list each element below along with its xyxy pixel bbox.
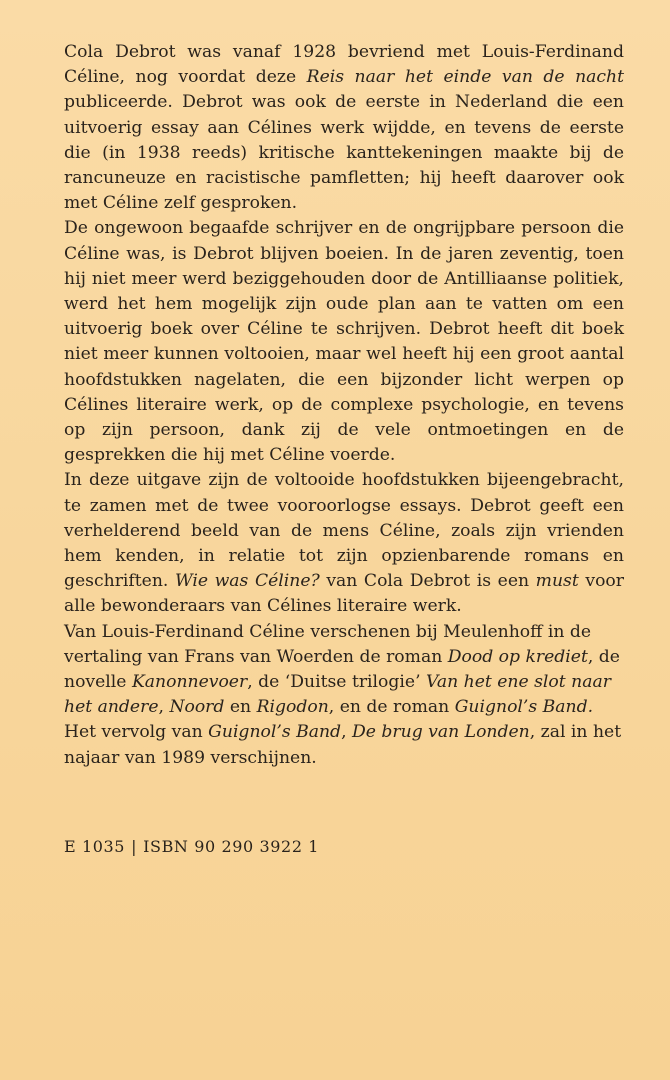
text-run: , de novelle <box>64 646 620 693</box>
text-run: Het vervolg van <box>64 722 209 743</box>
emphasis-must: must <box>535 571 579 592</box>
title-kanonnevoer: Kanonnevoer <box>131 672 248 693</box>
title-guignols-band: Guignol’s Band <box>208 722 342 743</box>
text-run: Cola Debrot was vanaf 1928 bevriend met Louis-Ferdinand Céline, nog voordat deze <box>64 42 624 88</box>
title-rigodon: Rigodon <box>256 697 329 718</box>
text-run: , <box>341 722 352 743</box>
title-van-het-ene-slot: Van het ene slot naar het andere <box>64 672 611 718</box>
title-wie-was-celine: Wie was Céline? <box>174 571 320 592</box>
catalog-code: E 1035 <box>64 837 126 856</box>
text-run: van Cola Debrot is een <box>319 571 536 592</box>
title-guignols-band: Guignol’s Band. <box>454 697 594 718</box>
text-run: voor alle bewonderaars van Célines literaire werk. <box>64 571 624 617</box>
isbn-number: ISBN 90 290 3922 1 <box>143 837 320 856</box>
text-run: , zal in het najaar van 1989 verschijnen. <box>64 722 622 768</box>
text-run: , <box>158 697 170 718</box>
isbn-line <box>64 837 319 856</box>
text-run: Van Louis-Ferdinand Céline verschenen bij Meulenhoff in de vertaling van Frans van Woerden de roman <box>64 621 592 667</box>
title-dood-op-krediet: Dood op krediet <box>447 646 588 667</box>
blurb-paragraph-4 <box>64 620 624 771</box>
text-run: , de ‘Duitse trilogie’ <box>247 672 427 693</box>
text-run: publiceerde. Debrot was ook de eerste in Nederland die een uitvoerig essay aan Célines werk wijdde, en tevens de eerste die (in 1938 reeds) kritische kanttekeningen maakte bij de rancuneuze en racistische pamfletten; hij heeft daarover ook met Céline zelf gesproken. <box>64 92 624 214</box>
blurb-text <box>64 40 624 771</box>
text-run: , en de roman <box>328 697 455 718</box>
title-noord: Noord <box>169 697 225 718</box>
text-run: In deze uitgave zijn de voltooide hoofdstukken bijeengebracht, te zamen met de twee vooroorlogse essays. Debrot geeft een verhelderend beeld van de mens Céline, zoals zijn vrienden hem kenden, in relatie tot zijn opzienbarende romans en geschriften. <box>64 470 624 592</box>
separator: | <box>131 837 138 856</box>
blurb-paragraph-1 <box>64 40 624 216</box>
text-run: en <box>224 697 257 718</box>
title-reis-naar-het-einde-van-de-nacht: Reis naar het einde van de nacht <box>306 67 625 88</box>
title-de-brug-van-londen: De brug van Londen <box>352 722 530 743</box>
blurb-paragraph-3 <box>64 468 624 619</box>
blurb-paragraph-2: De ongewoon begaafde schrijver en de ongrijpbare persoon die Céline was, is Debrot blijven boeien. In de jaren zeventig, toen hij niet meer werd beziggehouden door de Antilliaanse politiek, werd het hem mogelijk zijn oude plan aan te vatten om een uitvoerig boek over Céline te schrijven. Debrot heeft dit boek niet meer kunnen voltooien, maar wel heeft hij een groot aantal hoofdstukken nagelaten, die een bijzonder licht werpen op Célines literaire werk, op de complexe psychologie, en tevens op zijn persoon, dank zij de vele ontmoetingen en de gesprekken die hij met Céline voerde. <box>64 218 624 466</box>
